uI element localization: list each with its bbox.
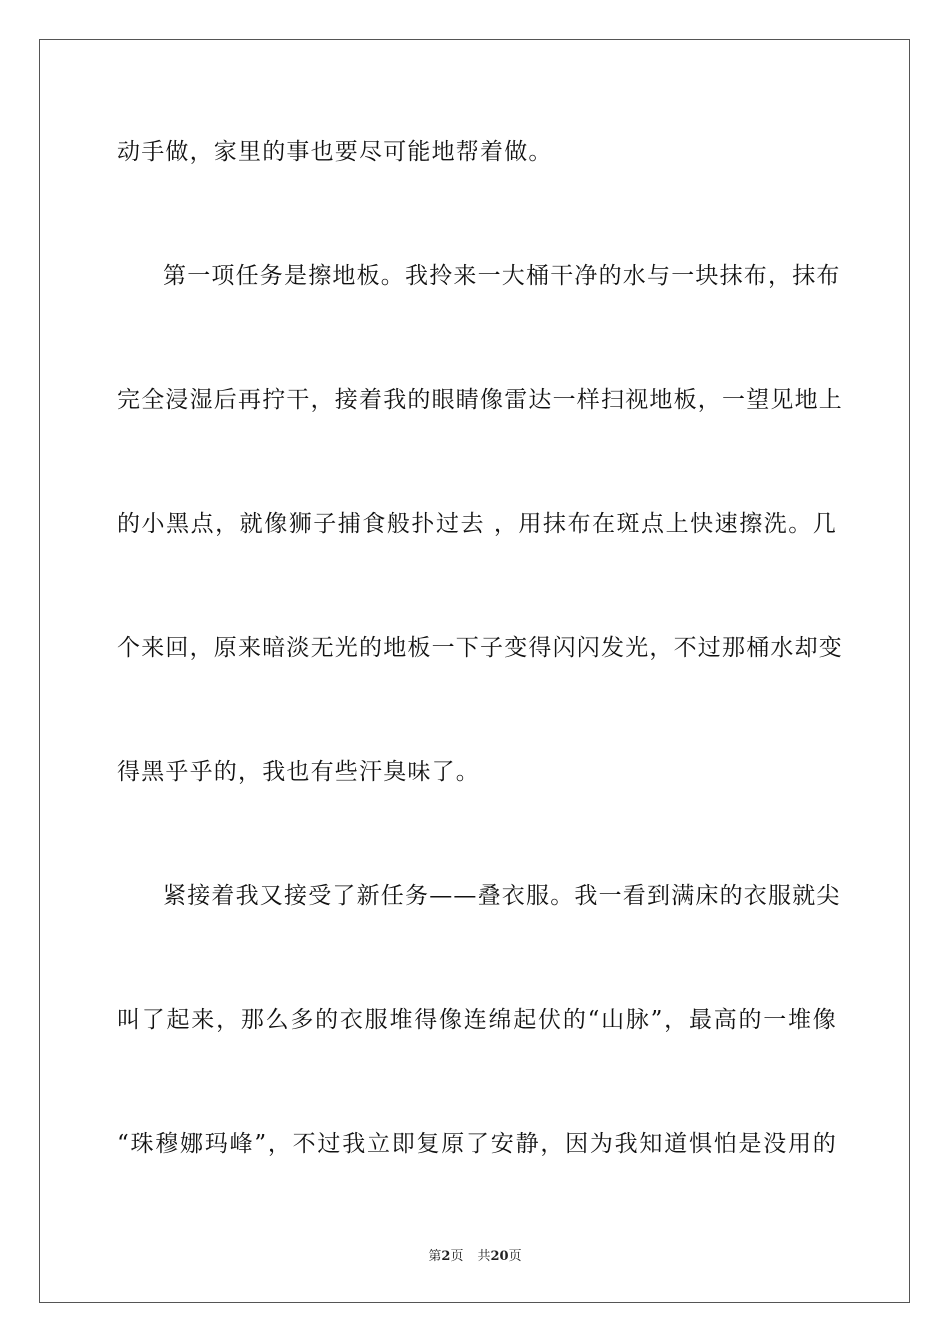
total-pages: 20 (490, 1249, 509, 1264)
text-line-1: 动手做，家里的事也要尽可能地帮着做。 (117, 139, 553, 165)
page-prefix: 第 (428, 1249, 442, 1264)
text-line-2: 第一项任务是擦地板。我拎来一大桶干净的水与一块抹布，抹布 (163, 263, 841, 289)
text-line-6: 得黑乎乎的，我也有些汗臭味了。 (117, 759, 480, 785)
text-line-7: 紧接着我又接受了新任务——叠衣服。我一看到满床的衣服就尖 (163, 883, 841, 909)
total-suffix: 页 (508, 1249, 522, 1264)
page-footer (0, 1248, 950, 1266)
page-border (39, 39, 910, 1303)
text-line-4: 的小黑点，就像狮子捕食般扑过去 ，用抹布在斑点上快速擦洗。几 (117, 511, 837, 537)
text-line-9: “珠穆娜玛峰”，不过我立即复原了安静，因为我知道惧怕是没用的 (117, 1131, 837, 1157)
total-prefix: 共 (477, 1249, 491, 1264)
text-line-5: 个来回，原来暗淡无光的地板一下子变得闪闪发光，不过那桶水却变 (117, 635, 843, 661)
page-number: 2 (441, 1249, 451, 1264)
text-line-8: 叫了起来，那么多的衣服堆得像连绵起伏的“山脉”，最高的一堆像 (117, 1007, 837, 1033)
page-suffix: 页 (450, 1249, 464, 1264)
text-line-3: 完全浸湿后再拧干，接着我的眼睛像雷达一样扫视地板，一望见地上 (117, 387, 843, 413)
